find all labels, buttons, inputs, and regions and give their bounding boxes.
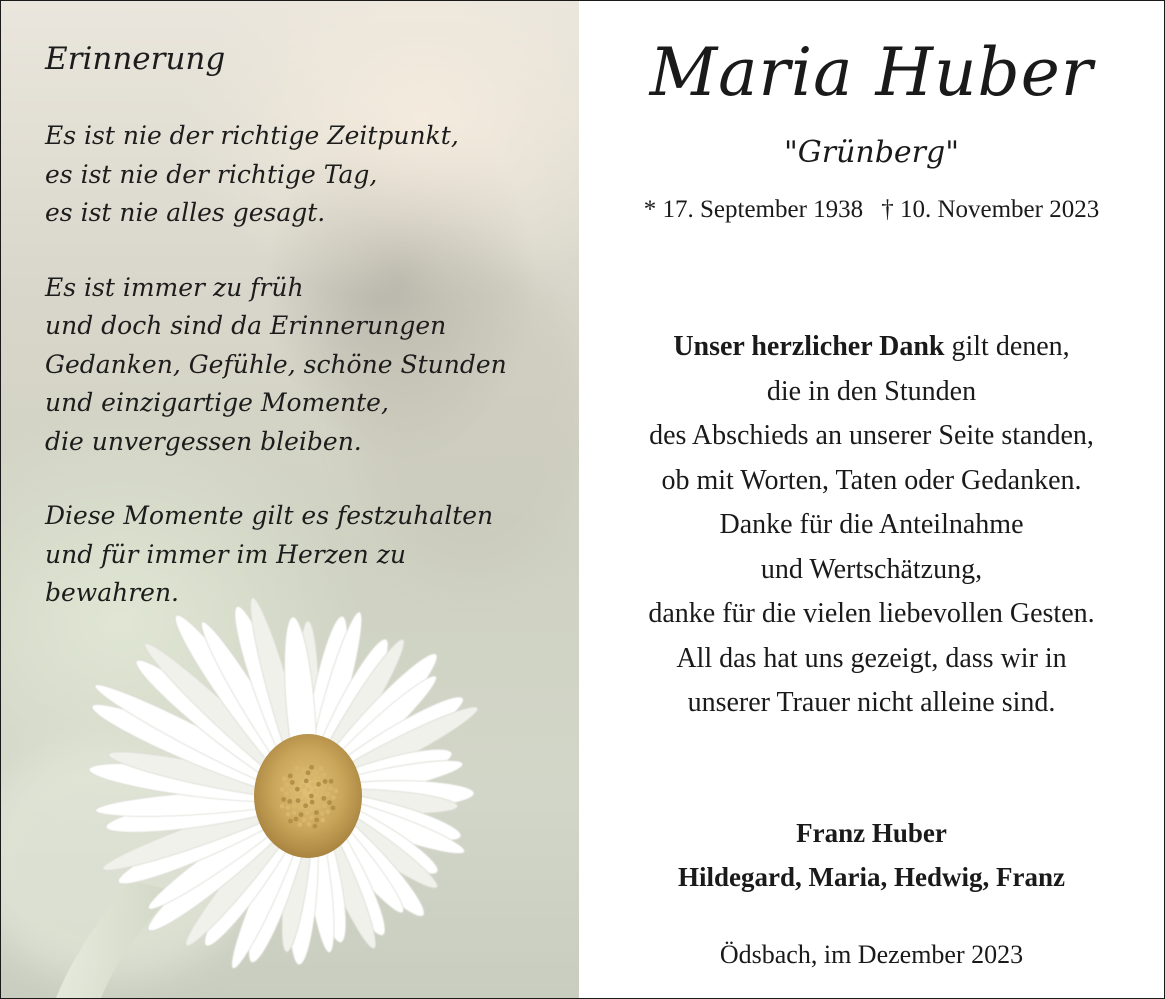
poem-stanza bbox=[45, 497, 507, 613]
daisy-floret bbox=[331, 805, 336, 810]
poem-line: und einzigartige Momente, bbox=[45, 388, 389, 417]
daisy-floret bbox=[305, 811, 310, 816]
daisy-floret bbox=[301, 784, 306, 789]
deceased-nickname: "Grünberg" bbox=[783, 135, 960, 170]
daisy-floret bbox=[322, 772, 327, 777]
daisy-floret bbox=[318, 791, 323, 796]
daisy-floret bbox=[309, 815, 314, 820]
thanks-line: Danke für die Anteilnahme bbox=[719, 509, 1024, 540]
daisy-floret bbox=[329, 779, 334, 784]
daisy-floret bbox=[319, 766, 324, 771]
daisy-floret bbox=[320, 818, 325, 823]
poem-title: Erinnerung bbox=[45, 41, 226, 77]
daisy-floret bbox=[313, 824, 318, 829]
daisy-floret bbox=[298, 806, 303, 811]
daisy-floret bbox=[331, 795, 336, 800]
daisy-floret bbox=[307, 822, 312, 827]
daisy-floret bbox=[290, 780, 295, 785]
poem bbox=[45, 39, 507, 649]
daisy-floret bbox=[294, 766, 299, 771]
daisy-floret bbox=[313, 789, 318, 794]
poem-line: es ist nie alles gesagt. bbox=[45, 198, 326, 227]
life-dates bbox=[579, 193, 1164, 227]
daisy-floret bbox=[297, 822, 302, 827]
daisy-floret bbox=[287, 799, 292, 804]
left-panel bbox=[1, 1, 579, 998]
daisy-floret bbox=[309, 806, 314, 811]
daisy-floret bbox=[281, 797, 286, 802]
daisy-floret bbox=[284, 791, 289, 796]
thanks-lead-bold: Unser herzlicher Dank bbox=[673, 331, 945, 362]
poem-line: Es ist immer zu früh bbox=[45, 272, 304, 302]
poem-line: Gedanken, Gefühle, schöne Stunden bbox=[45, 349, 507, 379]
daisy-floret bbox=[289, 788, 294, 793]
daisy-floret bbox=[292, 804, 297, 809]
daisy-floret bbox=[316, 782, 321, 787]
daisy-floret bbox=[310, 782, 315, 787]
daisy-floret bbox=[296, 798, 301, 803]
daisy-floret bbox=[294, 817, 299, 822]
daisy-floret bbox=[327, 800, 332, 805]
daisy-floret bbox=[316, 775, 321, 780]
thanks-text bbox=[579, 325, 1164, 726]
daisy-floret bbox=[325, 809, 330, 814]
daisy-floret bbox=[304, 778, 309, 783]
thanks-line: ob mit Worten, Taten oder Gedanken. bbox=[661, 464, 1082, 496]
daisy-floret bbox=[314, 818, 319, 823]
death-date: † 10. November 2023 bbox=[881, 196, 1100, 223]
daisy-floret bbox=[298, 792, 303, 797]
daisy-floret bbox=[286, 812, 291, 817]
daisy-floret bbox=[280, 787, 285, 792]
daisy-floret bbox=[314, 770, 319, 775]
poem-line: bewahren. bbox=[45, 578, 179, 607]
daisy-floret bbox=[302, 797, 307, 802]
place-date: Ödsbach, im Dezember 2023 bbox=[719, 940, 1024, 969]
daisy-floret bbox=[316, 804, 321, 809]
daisy-floret bbox=[328, 786, 333, 791]
poem-stanza bbox=[45, 117, 507, 233]
poem-line: die unvergessen bleiben. bbox=[45, 426, 362, 456]
poem-line: Es ist nie der richtige Zeitpunkt, bbox=[45, 121, 459, 150]
daisy-floret bbox=[301, 767, 306, 772]
right-panel bbox=[579, 1, 1164, 998]
poem-stanza bbox=[45, 269, 507, 462]
daisy-floret bbox=[296, 780, 301, 785]
daisy-floret bbox=[288, 773, 293, 778]
poem-line: und doch sind da Erinnerungen bbox=[45, 311, 447, 340]
daisy-floret bbox=[322, 785, 327, 790]
signers bbox=[579, 811, 1164, 899]
daisy-floret bbox=[309, 775, 314, 780]
poem-line: es ist nie der richtige Tag, bbox=[45, 159, 378, 189]
daisy-floret bbox=[288, 819, 293, 824]
daisy-floret bbox=[321, 796, 326, 801]
daisy-floret bbox=[333, 788, 338, 793]
deceased-name: Maria Huber bbox=[649, 34, 1094, 111]
daisy-floret bbox=[306, 787, 311, 792]
daisy-floret bbox=[291, 794, 296, 799]
daisy-floret bbox=[309, 765, 314, 770]
thanks-line bbox=[579, 325, 1164, 370]
thanks-lead-rest: gilt denen, bbox=[944, 331, 1070, 362]
birth-date: * 17. September 1938 bbox=[643, 196, 864, 223]
daisy-floret bbox=[286, 805, 291, 810]
thanks-line: des Abschieds an unserer Seite standen, bbox=[649, 420, 1094, 451]
daisy-floret bbox=[292, 810, 297, 815]
daisy-floret bbox=[306, 770, 311, 775]
daisy-floret bbox=[323, 779, 328, 784]
daisy-floret bbox=[309, 794, 314, 799]
poem-line: und für immer im Herzen zu bbox=[45, 539, 406, 569]
daisy-floret bbox=[299, 774, 304, 779]
daisy-floret bbox=[282, 776, 287, 781]
signer-line: Franz Huber bbox=[796, 818, 947, 848]
daisy-floret bbox=[280, 804, 285, 809]
daisy-floret bbox=[314, 810, 319, 815]
daisy-floret bbox=[322, 803, 327, 808]
signer-line: Hildegard, Maria, Hedwig, Franz bbox=[678, 862, 1065, 892]
daisy-floret bbox=[310, 800, 315, 805]
daisy-floret bbox=[315, 798, 320, 803]
thanks-line: unserer Trauer nicht alleine sind. bbox=[687, 687, 1056, 718]
daisy-floret bbox=[302, 818, 307, 823]
daisy-floret bbox=[303, 803, 308, 808]
daisy-floret bbox=[320, 811, 325, 816]
thanks-line: und Wertschätzung, bbox=[760, 553, 983, 585]
thanks-line: All das hat uns gezeigt, dass wir in bbox=[676, 642, 1067, 674]
poem-line: Diese Momente gilt es festzuhalten bbox=[45, 501, 494, 530]
thanks-line: danke für die vielen liebevollen Gesten. bbox=[648, 598, 1095, 629]
daisy-floret bbox=[295, 787, 300, 792]
daisy-floret bbox=[299, 812, 304, 817]
thanks-line: die in den Stunden bbox=[766, 375, 977, 407]
daisy-floret bbox=[326, 792, 331, 797]
daisy-floret bbox=[285, 782, 290, 787]
daisy-floret bbox=[294, 773, 299, 778]
